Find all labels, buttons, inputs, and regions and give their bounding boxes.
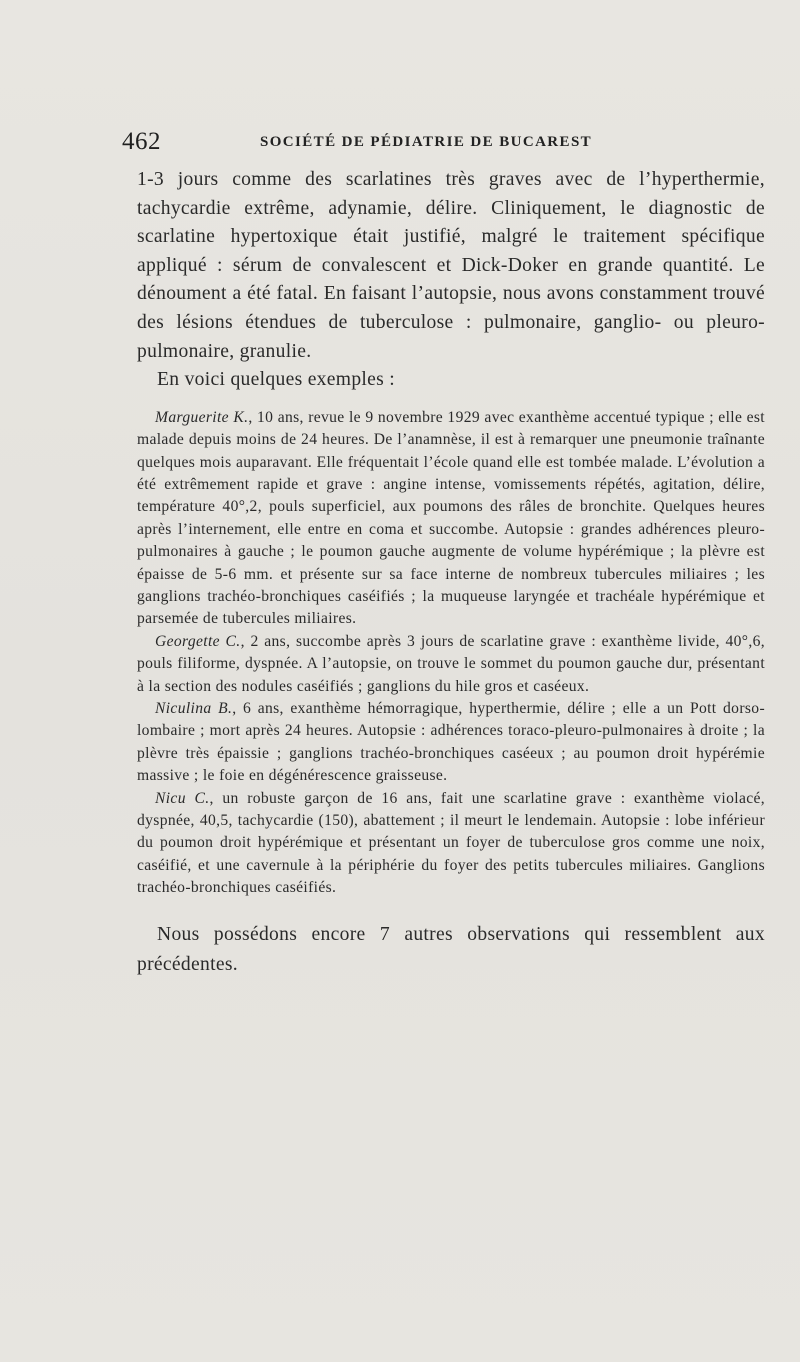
- patient-name: Georgette C.: [155, 632, 241, 650]
- body-text: [137, 166, 765, 980]
- examples-lead-in: En voici quelques exemples :: [157, 369, 396, 391]
- observation-paragraph: [137, 698, 765, 788]
- patient-name: Nicu C.: [155, 789, 210, 807]
- observation-paragraph: [137, 407, 765, 631]
- page-header: [122, 128, 682, 162]
- patient-name: Marguerite K.: [155, 408, 249, 426]
- closing-paragraph: Nous possédons encore 7 autres observations qui ressemblent aux précédentes.: [137, 923, 765, 975]
- observation-text: , 6 ans, exanthème hémorragique, hyperthermie, délire ; elle a un Pott dorso-lombaire ; mort après 24 heures. Autopsie : adhérences toraco-pleuro-pulmonaires à droite ; la plèvre très épaissie ; ganglions trachéo-bronchiques caséeux ; au poumon droit hypérémie massive ; le foie en dégénérescence graisseuse.: [137, 700, 765, 785]
- observation-paragraph: [137, 788, 765, 900]
- observation-text: , 2 ans, succombe après 3 jours de scarlatine grave : exanthème livide, 40°,6, pouls filiforme, dyspnée. A l’autopsie, on trouve le sommet du poumon gauche dur, présentant à la section des nodules caséifiés ; ganglions du hile gros et caséeux.: [137, 632, 765, 695]
- observation-paragraph: [137, 631, 765, 698]
- patient-name: Niculina B.: [155, 700, 233, 718]
- observation-text: , un robuste garçon de 16 ans, fait une scarlatine grave : exanthème violacé, dyspnée, 40,5, tachycardie (150), abattement ; il meurt le lendemain. Autopsie : lobe inférieur du poumon droit hypérémique et présentant un foyer de tuberculose gros comme une noix, caséifié, et une cavernule à la périphérie du foyer des petits tubercules miliaires. Ganglions trachéo-bronchiques caséifiés.: [137, 789, 766, 897]
- observation-text: , 10 ans, revue le 9 novembre 1929 avec exanthème accentué typique ; elle est malade depuis moins de 24 heures. De l’anamnèse, il est à remarquer une pneumonie traînante quelques mois auparavant. Elle fréquentait l’école quand elle est tombée malade. L’évolution a été extrêmement rapide et grave : angine intense, vomissements répétés, agitation, délire, température 40°,2, pouls superficiel, aux poumons des râles de bronchite. Quelques heures après l’internement, elle entre en coma et succombe. Autopsie : grandes adhérences pleuro-pulmonaires à gauche ; le poumon gauche augmente de volume hypérémique ; la plèvre est épaisse de 5-6 mm. et présente sur sa face interne de nombreux tubercules miliaires ; les ganglions trachéo-bronchiques caséifiés ; la muqueuse laryngée et trachéale hypérémique et parsemée de tubercules miliaires.: [137, 408, 765, 628]
- page-number: 462: [122, 128, 161, 155]
- intro-paragraph: 1-3 jours comme des scarlatines très graves avec de l’hyperthermie, tachycardie extrême, adynamie, délire. Cliniquement, le diagnostic de scarlatine hypertoxique était justifié, malgré le traitement spécifique appliqué : sérum de convalescent et Dick-Doker en grande quantité. Le dénoument a été fatal. En faisant l’autopsie, nous avons constamment trouvé des lésions étendues de tuberculose : pulmonaire, ganglio- ou pleuro-pulmonaire, granulie.: [137, 169, 765, 362]
- running-title: SOCIÉTÉ DE PÉDIATRIE DE BUCAREST: [260, 134, 593, 150]
